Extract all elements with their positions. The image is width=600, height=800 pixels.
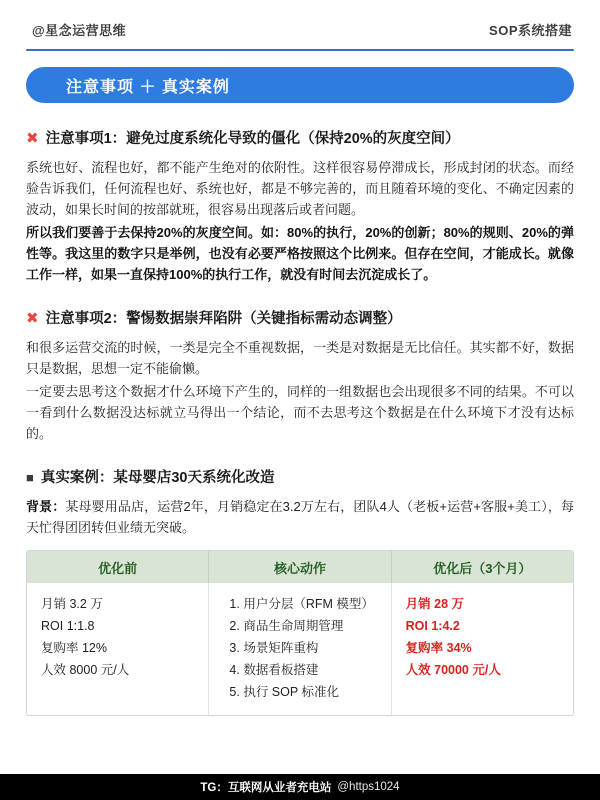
note-1-paragraph-2: 所以我们要善于去保持20%的灰度空间。如：80%的执行，20%的创新；80%的规则、20%的弹性等。我这里的数字只是举例，也没有必要严格按照这个比例来。但存在空间，才能成长。就像工作一样，如果一直保持100%的执行工作，就没有时间去沉淀成长了。 bbox=[26, 225, 574, 282]
note-1-paragraph-1: 系统也好、流程也好，都不能产生绝对的依附性。这样很容易停滞成长，形成封闭的状态。而经验告诉我们，任何流程也好、系统也好，都是不够完善的，而且随着环境的变化、不确定因素的波动，如果长时间的按部就班，很容易出现落后或者问题。 bbox=[26, 160, 574, 217]
case-background-label: 背景： bbox=[26, 499, 66, 514]
table-header-before: 优化前 bbox=[27, 551, 209, 583]
list-item: 5. 执行 SOP 标准化 bbox=[243, 681, 380, 703]
note-2-heading bbox=[26, 309, 574, 329]
table-cell: 人效 8000 元/人 bbox=[41, 663, 130, 677]
action-step-list bbox=[223, 593, 380, 703]
section-title-banner bbox=[26, 67, 574, 103]
table-column-actions bbox=[209, 583, 391, 715]
case-heading bbox=[26, 468, 574, 488]
note-2-paragraph-1: 和很多运营交流的时候，一类是完全不重视数据，一类是对数据是无比信任。其实都不好，数据只是数据，思想一定不能偷懒。 bbox=[26, 340, 574, 376]
cross-mark-icon: ✖ bbox=[26, 130, 39, 147]
table-header-row bbox=[27, 551, 573, 583]
header-divider bbox=[26, 49, 574, 51]
table-header-after: 优化后（3个月） bbox=[433, 560, 532, 576]
table-cell: ROI 1:1.8 bbox=[41, 619, 95, 633]
results-table bbox=[26, 550, 574, 716]
table-cell: 复购率 12% bbox=[41, 641, 107, 655]
header-topic: SOP系统搭建 bbox=[489, 23, 572, 38]
table-cell: 月销 3.2 万 bbox=[41, 597, 103, 611]
footer-channel: TG：互联网从业者充电站 bbox=[200, 782, 332, 794]
list-item: 4. 数据看板搭建 bbox=[243, 659, 380, 681]
table-header-actions: 核心动作 bbox=[209, 551, 391, 583]
note-2-heading-text: 注意事项2：警惕数据崇拜陷阱（关键指标需动态调整） bbox=[45, 311, 402, 327]
document-body bbox=[0, 103, 600, 538]
table-column-before bbox=[27, 583, 209, 715]
list-item: 3. 场景矩阵重构 bbox=[243, 637, 380, 659]
table-cell: 复购率 34% bbox=[405, 641, 472, 655]
note-2-paragraph-2: 一定要去思考这个数据才什么环境下产生的，同样的一组数据也会出现很多不同的结果。不可以一看到什么数据没达标就立马得出一个结论，而不去思考这个数据是在什么环境下才没有达标的。 bbox=[26, 384, 574, 441]
table-cell: ROI 1:4.2 bbox=[405, 619, 460, 633]
spacer bbox=[26, 287, 574, 297]
table-body bbox=[27, 583, 573, 715]
note-1-heading-text: 注意事项1：避免过度系统化导致的僵化（保持20%的灰度空间） bbox=[45, 131, 460, 147]
case-background bbox=[26, 496, 574, 538]
footer-watermark-bar bbox=[0, 774, 600, 800]
header-author: @星念运营思维 bbox=[32, 23, 127, 38]
list-item: 1. 用户分层（RFM 模型） bbox=[243, 593, 380, 615]
case-heading-text: 真实案例：某母婴店30天系统化改造 bbox=[40, 470, 275, 486]
square-bullet-icon: ■ bbox=[26, 470, 34, 485]
spacer bbox=[26, 446, 574, 456]
table-cell: 人效 70000 元/人 bbox=[405, 663, 501, 677]
case-background-text: 某母婴用品店，运营2年，月销稳定在3.2万左右，团队4人（老板+运营+客服+美工），每天忙得团团转但业绩无突破。 bbox=[26, 499, 574, 535]
footer-handle: @https1024 bbox=[337, 781, 400, 793]
document-header bbox=[0, 0, 600, 49]
section-title-text: 注意事项 ＋ 真实案例 bbox=[66, 78, 230, 96]
cross-mark-icon: ✖ bbox=[26, 310, 39, 327]
note-1-heading bbox=[26, 129, 574, 149]
table-cell: 月销 28 万 bbox=[405, 597, 465, 611]
list-item: 2. 商品生命周期管理 bbox=[243, 615, 380, 637]
table-column-after bbox=[392, 583, 573, 715]
